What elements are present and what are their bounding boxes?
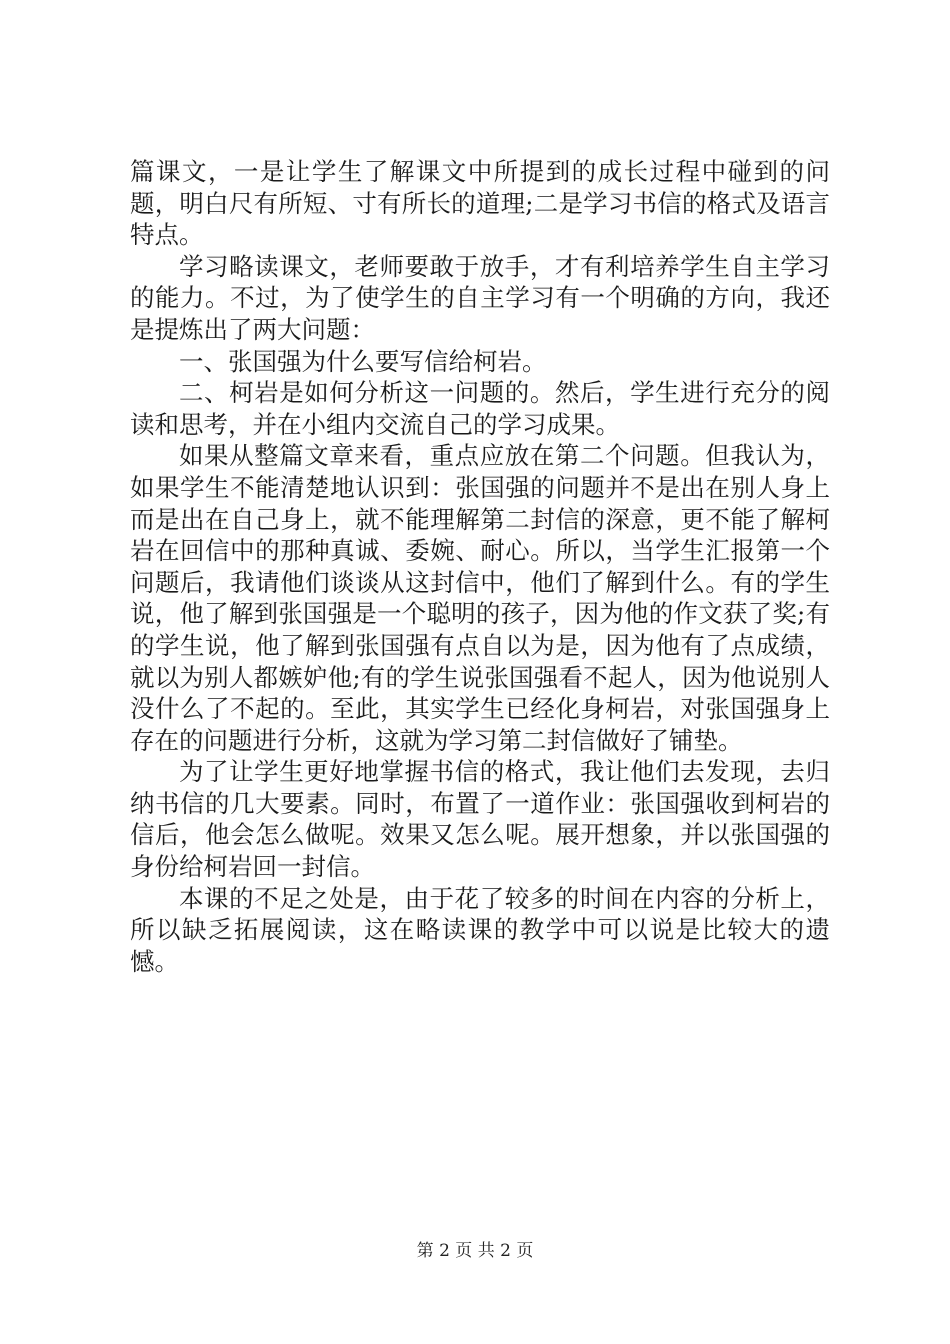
paragraph-analysis: 如果从整篇文章来看，重点应放在第二个问题。但我认为，如果学生不能清楚地认识到：张国强的问题并不是出在别人身上而是出在自己身上，就不能理解第二封信的深意，更不能了解柯岩在回信中的那种真诚、委婉、耐心。所以，当学生汇报第一个问题后，我请他们谈谈从这封信中，他们了解到什么。有的学生说，他了解到张国强是一个聪明的孩子，因为他的作文获了奖;有的学生说，他了解到张国强有点自以为是，因为他有了点成绩，就以为别人都嫉妒他;有的学生说张国强看不起人，因为他说别人没什么了不起的。至此，其实学生已经化身柯岩，对张国强身上存在的问题进行分析，这就为学习第二封信做好了铺垫。 bbox=[130, 441, 830, 755]
document-body bbox=[130, 156, 830, 977]
page-number: 第 2 页 共 2 页 bbox=[416, 1241, 534, 1261]
paragraph-letter-format: 为了让学生更好地掌握书信的格式，我让他们去发现，去归纳书信的几大要素。同时，布置了一道作业：张国强收到柯岩的信后，他会怎么做呢。效果又怎么呢。展开想象，并以张国强的身份给柯岩回一封信。 bbox=[130, 757, 830, 882]
paragraph-continuation: 篇课文，一是让学生了解课文中所提到的成长过程中碰到的问题，明白尺有所短、寸有所长的道理;二是学习书信的格式及语言特点。 bbox=[130, 157, 830, 250]
paragraph-skim-reading: 学习略读课文，老师要敢于放手，才有利培养学生自主学习的能力。不过，为了使学生的自主学习有一个明确的方向，我还是提炼出了两大问题： bbox=[130, 251, 830, 344]
paragraph-question-two: 二、柯岩是如何分析这一问题的。然后，学生进行充分的阅读和思考，并在小组内交流自己的学习成果。 bbox=[130, 378, 830, 439]
paragraph-shortcomings: 本课的不足之处是，由于花了较多的时间在内容的分析上，所以缺乏拓展阅读，这在略读课的教学中可以说是比较大的遗憾。 bbox=[130, 883, 830, 976]
paragraph-question-one: 一、张国强为什么要写信给柯岩。 bbox=[179, 346, 547, 376]
